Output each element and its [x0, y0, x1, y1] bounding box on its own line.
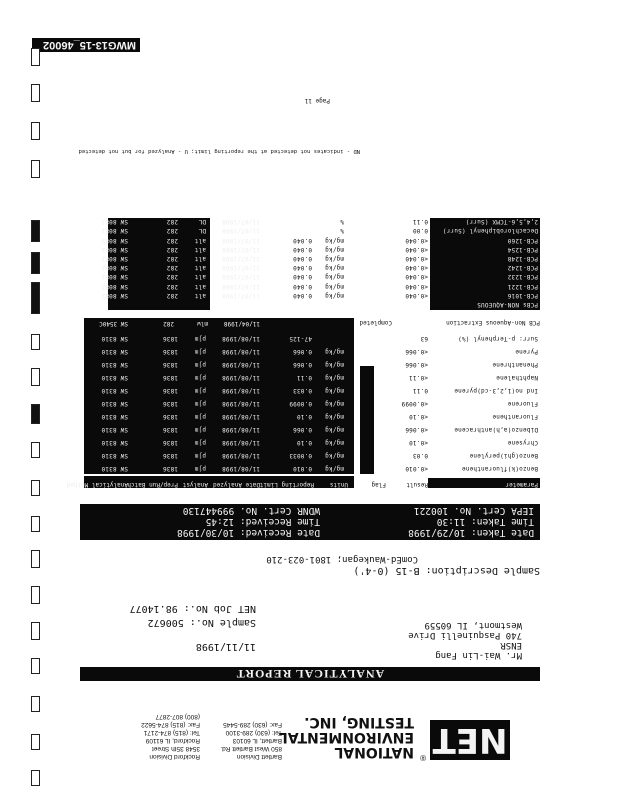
cell-date: 11/08/1998: [221, 348, 260, 355]
binder-hole: [31, 516, 40, 532]
cell-method: SW 8310: [101, 387, 128, 394]
cell-result: <0.040: [405, 255, 428, 262]
table-row: [80, 216, 540, 225]
binder-hole: [31, 404, 40, 424]
col-parameter: Parameter: [428, 478, 540, 488]
cell-batch: 282: [166, 218, 178, 226]
table-row: [80, 342, 540, 355]
job-number-value: 98.14077: [129, 603, 178, 614]
cell-batch: 282: [166, 255, 178, 262]
cell-batch: 1836: [162, 387, 178, 394]
table-row: [80, 299, 540, 308]
cell-param: PCB-1221: [507, 282, 538, 290]
cell-units: mg/kg: [324, 452, 344, 459]
binder-hole: [31, 550, 40, 568]
cell-units: mg/kg: [324, 387, 344, 394]
cell-result: <0.10: [408, 413, 428, 420]
cell-result: <0.066: [405, 361, 428, 368]
cell-method: SW 8310: [101, 426, 128, 433]
cell-date: 11/07/1998: [221, 273, 260, 281]
cell-date: 11/08/1998: [221, 465, 260, 472]
cell-batch: 1836: [162, 348, 178, 355]
cell-method: SW 8082: [101, 227, 128, 235]
cell-limit: 0.0033: [289, 452, 312, 459]
cell-date: 11/08/1998: [221, 387, 260, 394]
cell-method: SW 8310: [101, 400, 128, 407]
cell-method: SW 8310: [101, 348, 128, 355]
cell-units: mg/kg: [324, 255, 344, 262]
col-batch: Prep/Run Batch: [127, 481, 178, 488]
iepa-cert: IEPA Cert. No. 100221: [413, 505, 534, 516]
cell-units: mg/kg: [324, 361, 344, 368]
cell-limit: 0.040: [292, 236, 312, 244]
cell-batch: 282: [166, 282, 178, 290]
cell-date: 11/08/1998: [221, 413, 260, 420]
cell-analyst: pjm: [194, 361, 206, 368]
cell-method: SW 8082: [101, 291, 128, 299]
col-method: Analytical Method: [66, 481, 128, 488]
binder-hole: [31, 368, 40, 386]
cell-result: 0.11: [412, 218, 428, 226]
cell-analyst: pjm: [194, 439, 206, 446]
time-received: Time Received: 12:45: [205, 516, 320, 527]
cell-analyst: alt: [194, 255, 206, 262]
sample-number-value: 500672: [147, 617, 184, 628]
bartlett-division: [220, 720, 282, 760]
cell-limit: 0.040: [292, 245, 312, 253]
cell-analyst: pjm: [194, 426, 206, 433]
cell-date: 11/08/1998: [221, 374, 260, 381]
cell-date: 11/07/1998: [221, 264, 260, 272]
table-row: [80, 459, 540, 472]
division1-line: Fax: (630) 289-5445: [223, 721, 282, 728]
cell-param: Phenanthrene: [492, 361, 538, 368]
pcb-extraction-method: SW 3540C: [99, 320, 128, 327]
cell-result: <0.066: [405, 348, 428, 355]
cell-limit: 0.066: [292, 426, 312, 433]
cell-analyst: alt: [194, 282, 206, 290]
cell-limit: 0.066: [292, 361, 312, 368]
cell-method: SW 8082: [101, 273, 128, 281]
cell-limit: 0.010: [292, 465, 312, 472]
cell-analyst: pjm: [194, 465, 206, 472]
cell-method: SW 8310: [101, 413, 128, 420]
cell-batch: 1836: [162, 400, 178, 407]
cell-param: Surr: p-Terphenyl (%): [457, 335, 538, 342]
cell-method: SW 8082: [101, 236, 128, 244]
column-headers: [0, 476, 618, 488]
division1-line: Tel: (630) 289-3100: [225, 729, 282, 736]
sample-description: Sample Description: B-15 (0-4'): [353, 565, 540, 576]
registered-mark: ®: [420, 753, 426, 762]
cell-result: 0.00: [412, 227, 428, 235]
cell-batch: 282: [166, 291, 178, 299]
col-result: Result: [406, 481, 428, 488]
cell-method: SW 8310: [101, 361, 128, 368]
cell-result: <0.040: [405, 264, 428, 272]
division2-line: Rockford, IL 61109: [145, 737, 200, 744]
cell-date: 11/08/1998: [221, 452, 260, 459]
cell-limit: 0.10: [296, 439, 312, 446]
binder-hole: [31, 442, 40, 458]
cell-units: mg/kg: [324, 264, 344, 272]
cell-param: PCB-1260: [507, 236, 538, 244]
cell-limit: 0.040: [292, 264, 312, 272]
pcb-extraction-analyst: mlw: [197, 320, 208, 327]
cell-method: SW 8310: [101, 439, 128, 446]
cell-analyst: alt: [194, 264, 206, 272]
cell-result: <0.040: [405, 236, 428, 244]
cell-units: mg/kg: [324, 465, 344, 472]
address-line: 740 Pasquinelli Drive: [408, 630, 522, 640]
cell-analyst: pjm: [194, 452, 206, 459]
cell-date: 11/08/1998: [221, 361, 260, 368]
sample-site: ComEd-Waukegan; 1801-023-210: [266, 554, 418, 564]
cell-analyst: alt: [194, 245, 206, 253]
cell-batch: 1836: [162, 426, 178, 433]
cell-method: SW 8310: [101, 452, 128, 459]
pcb-extraction-title: PCB Non-Aqueous Extraction: [446, 319, 540, 326]
cell-date: 11/07/1998: [221, 236, 260, 244]
cell-param: Fluorene: [507, 400, 538, 407]
cell-date: 11/07/1998: [221, 227, 260, 235]
table-row: [80, 368, 540, 381]
cell-analyst: alt: [194, 273, 206, 281]
wdnr-cert: WDNR Cert. No. 999447130: [182, 505, 320, 516]
cell-result: <0.040: [405, 245, 428, 253]
cell-units: mg/kg: [324, 413, 344, 420]
table-row: [80, 420, 540, 433]
table-row: [80, 253, 540, 262]
company-logo-mark: NET: [430, 720, 510, 760]
table-row: [80, 271, 540, 280]
cell-limit: 0.040: [292, 282, 312, 290]
cell-result: <0.010: [405, 465, 428, 472]
address-line: Mr. Wai-Lin Fang: [435, 650, 522, 660]
table-row: [80, 381, 540, 394]
division2-line: Fax: (815) 874-5622: [141, 721, 200, 728]
cell-result: <0.040: [405, 273, 428, 281]
binder-hole: [31, 160, 40, 178]
binder-hole: [31, 770, 40, 786]
table-row: [80, 433, 540, 446]
division1-line: Bartlett, IL 60103: [232, 737, 282, 744]
cell-date: 11/08/1998: [221, 335, 260, 342]
binder-hole: [31, 122, 40, 140]
time-taken: Time Taken: 11:30: [436, 516, 534, 527]
sample-number-label: Sample No.:: [189, 617, 256, 628]
date-received: Date Received: 10/30/1998: [177, 527, 320, 538]
cell-date: 11/08/1998: [221, 426, 260, 433]
binder-hole: [31, 586, 40, 604]
cell-param: Ind no(1,2,3-cd)pyrene: [454, 387, 538, 394]
cell-param: PCB-1248: [507, 255, 538, 262]
company-name-line-1: NATIONAL: [334, 744, 414, 760]
binder-hole: [31, 696, 40, 712]
col-analyst: Analyst: [182, 481, 208, 488]
cell-result: <0.040: [405, 291, 428, 299]
table-row: [80, 280, 540, 289]
report-title-bar: ANALYTICAL REPORT: [80, 667, 540, 681]
cell-limit: 0.040: [292, 273, 312, 281]
cell-param: Benzo(ghi)perylene: [469, 452, 538, 459]
division1-line: Bartlett Division: [236, 753, 282, 760]
job-number: [130, 603, 256, 614]
cell-result: <0.040: [405, 282, 428, 290]
cell-batch: 282: [166, 273, 178, 281]
cell-batch: 1836: [162, 465, 178, 472]
cell-batch: 282: [166, 236, 178, 244]
company-name-line-2: ENVIRONMENTAL: [278, 729, 414, 745]
table-row: [80, 234, 540, 243]
sample-number: [148, 617, 256, 628]
rockford-division: [141, 712, 200, 760]
cell-method: SW 8082: [101, 218, 128, 226]
cell-result: <0.11: [408, 374, 428, 381]
cell-analyst: pjm: [194, 387, 206, 394]
col-flag: Flag: [371, 481, 386, 488]
binder-hole: [31, 48, 40, 66]
pcb-extraction-result: Completed: [359, 319, 392, 326]
cell-result: 63: [420, 335, 428, 342]
cell-batch: 282: [166, 264, 178, 272]
cell-param: 2,4,5,6-TCMX (Surr): [465, 218, 538, 226]
binder-hole: [31, 84, 40, 102]
cell-param: PCB-1242: [507, 264, 538, 272]
cell-result: <0.066: [405, 426, 428, 433]
cell-analyst: alt: [194, 236, 206, 244]
cell-method: SW 8082: [101, 255, 128, 262]
cell-analyst: alt: [194, 291, 206, 299]
cell-method: SW 8310: [101, 465, 128, 472]
cell-limit: 0.10: [296, 413, 312, 420]
division2-line: Tel: (815) 874-2171: [143, 729, 200, 736]
company-header: [70, 692, 510, 772]
cell-date: 11/08/1998: [221, 400, 260, 407]
cell-units: mg/kg: [324, 273, 344, 281]
cell-batch: 1836: [162, 374, 178, 381]
report-date: 11/11/1998: [195, 641, 256, 652]
table-row: [80, 355, 540, 368]
cell-param: Chrysene: [507, 439, 538, 446]
client-address: [408, 620, 522, 660]
cell-limit: 0.0099: [289, 400, 312, 407]
cell-result: 0.11: [412, 387, 428, 394]
cell-units: mg/kg: [324, 245, 344, 253]
cell-analyst: pjm: [194, 335, 206, 342]
cell-units: %: [340, 218, 344, 226]
table-row: [80, 329, 540, 342]
division2-line: Rockford Division: [149, 753, 200, 760]
binder-hole: [31, 480, 40, 496]
binder-hole: [31, 622, 40, 640]
pcb-extraction-batch: 282: [163, 320, 174, 327]
cell-units: mg/kg: [324, 426, 344, 433]
cell-param: Decachlorobiphenyl (Surr): [442, 227, 538, 235]
cell-method: SW 8082: [101, 282, 128, 290]
cell-units: mg/kg: [324, 291, 344, 299]
division2-line: 3548 35th Street: [151, 745, 200, 752]
col-date: Date Analyzed: [213, 481, 260, 488]
cell-analyst: pjm: [194, 400, 206, 407]
address-line: ENSR: [500, 640, 522, 650]
binder-hole: [31, 334, 40, 350]
cell-date: 11/07/1998: [221, 245, 260, 253]
cell-param: PCB-1016: [507, 291, 538, 299]
cell-result: <0.10: [408, 439, 428, 446]
cell-date: 11/08/1998: [221, 439, 260, 446]
cell-units: mg/kg: [324, 439, 344, 446]
date-taken: Date Taken: 10/29/1998: [408, 527, 534, 538]
cell-units: mg/kg: [324, 282, 344, 290]
cell-limit: 0.11: [296, 374, 312, 381]
cell-limit: 47-125: [289, 335, 312, 342]
cell-units: mg/kg: [324, 400, 344, 407]
cell-param: Pyrene: [515, 348, 538, 355]
cell-param: Benzo(k)fluoranthene: [461, 465, 538, 472]
cell-method: SW 8082: [101, 245, 128, 253]
cell-param: Dibenzo(a,h)anthracene: [454, 426, 538, 433]
cell-analyst: pjm: [194, 413, 206, 420]
address-line: Westmont, IL 60559: [424, 620, 522, 630]
cell-param: Naphthalene: [496, 374, 538, 381]
cell-date: 11/07/1998: [221, 282, 260, 290]
cell-analyst: pjm: [194, 348, 206, 355]
cell-date: 11/07/1998: [221, 291, 260, 299]
pcb-extraction-date: 11/04/1998: [223, 320, 260, 327]
cell-param: Fluoranthene: [492, 413, 538, 420]
division2-line: (800) 807-2877: [155, 713, 200, 720]
binder-hole: [31, 734, 40, 750]
col-limit: Reporting Limit: [259, 481, 314, 488]
cell-param: PCBs NON-AQUEOUS: [477, 301, 538, 308]
table-row: [80, 290, 540, 299]
cell-method: SW 8082: [101, 264, 128, 272]
job-number-label: NET Job No.:: [183, 603, 256, 614]
cell-result: 0.03: [412, 452, 428, 459]
document-stamp: MWG13-15_46002: [32, 38, 140, 52]
binder-hole: [31, 282, 40, 314]
table-row: [80, 262, 540, 271]
cell-batch: 1836: [162, 413, 178, 420]
cell-param: PCB-1232: [507, 273, 538, 281]
cell-date: 11/07/1998: [221, 255, 260, 262]
col-units: Units: [329, 481, 348, 488]
cell-limit: 0.066: [292, 348, 312, 355]
company-name-line-3: TESTING, INC.: [304, 714, 414, 730]
cell-batch: 1836: [162, 439, 178, 446]
cell-units: %: [340, 227, 344, 235]
cell-method: SW 8310: [101, 335, 128, 342]
table-row: [80, 225, 540, 234]
table-row: [80, 407, 540, 420]
cell-analyst: DL: [198, 218, 206, 226]
cell-analyst: pjm: [194, 374, 206, 381]
division1-line: 850 West Bartlett Rd.: [220, 745, 282, 752]
sample-info-block: [80, 504, 540, 540]
cell-analyst: DL: [198, 227, 206, 235]
cell-method: SW 8310: [101, 374, 128, 381]
binder-hole: [31, 220, 40, 242]
cell-units: mg/kg: [324, 236, 344, 244]
cell-result: <0.0099: [401, 400, 428, 407]
cell-units: mg/kg: [324, 348, 344, 355]
cell-batch: 282: [166, 245, 178, 253]
cell-batch: 1836: [162, 335, 178, 342]
cell-batch: 282: [166, 227, 178, 235]
table-row: [80, 394, 540, 407]
cell-limit: 0.040: [292, 255, 312, 262]
table-row: [80, 446, 540, 459]
binder-hole: [31, 252, 40, 274]
pcb-extraction-bar: [84, 318, 354, 328]
cell-limit: 0.040: [292, 291, 312, 299]
cell-date: 11/07/1998: [221, 218, 260, 226]
cell-batch: 1836: [162, 452, 178, 459]
cell-param: PCB-1254: [507, 245, 538, 253]
table-row: [80, 244, 540, 253]
binder-hole: [31, 658, 40, 674]
cell-limit: 0.033: [292, 387, 312, 394]
page-number: Page 11: [304, 97, 330, 104]
footnote: ND - indicates not detected at the reporting limit; U - Analyzed for but not detected: [78, 148, 360, 154]
cell-units: mg/kg: [324, 374, 344, 381]
cell-batch: 1836: [162, 361, 178, 368]
